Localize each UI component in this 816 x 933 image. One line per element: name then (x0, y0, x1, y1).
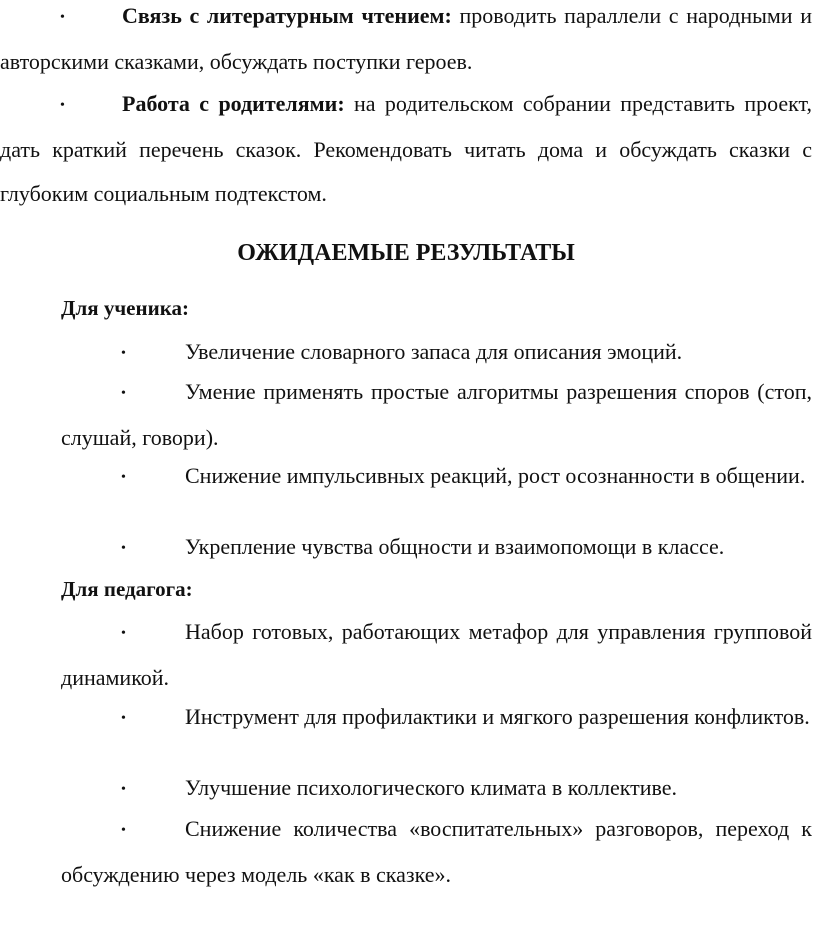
intro-text: на родительском собрании представить проект, дать краткий перечень сказок. Рекомендовать читать дома и обсуждать сказки с глубоким социальным подтекстом. (0, 91, 812, 206)
item-text: Улучшение психологического климата в коллективе. (185, 775, 678, 800)
intro-term: Связь с литературным чтением: (122, 3, 452, 28)
bullet-marker: • (121, 822, 126, 838)
teacher-item (61, 807, 812, 897)
bullet-marker: • (121, 469, 126, 485)
section-heading: ОЖИДАЕМЫЕ РЕЗУЛЬТАТЫ (237, 240, 575, 266)
item-text: Умение применять простые алгоритмы разрешения споров (стоп, слушай, говори). (61, 379, 812, 450)
bullet-marker: • (121, 710, 126, 726)
item-text: Укрепление чувства общности и взаимопомощи в классе. (185, 534, 725, 559)
teacher-item (61, 700, 812, 736)
intro-term: Работа с родителями: (122, 91, 345, 116)
intro-paragraph-literature (0, 0, 812, 84)
item-text: Набор готовых, работающих метафор для управления групповой динамикой. (61, 619, 812, 690)
intro-text: проводить параллели с народными и авторскими сказками, обсуждать поступки героев. (0, 3, 812, 74)
bullet-marker: • (121, 781, 126, 797)
bullet-marker: • (121, 385, 126, 401)
intro-paragraph-parents (0, 82, 812, 216)
teacher-subheading: Для педагога: (61, 577, 193, 601)
bullet-marker: • (121, 345, 126, 361)
item-text: Снижение импульсивных реакций, рост осознанности в общении. (185, 463, 806, 488)
student-item (61, 370, 812, 460)
item-text: Инструмент для профилактики и мягкого разрешения конфликтов. (185, 704, 810, 729)
student-item (61, 525, 812, 571)
bullet-marker: • (121, 625, 126, 641)
bullet-marker: • (60, 97, 65, 113)
item-text: Увеличение словарного запаса для описания эмоций. (185, 339, 683, 364)
teacher-item (61, 610, 812, 700)
item-text: Снижение количества «воспитательных» разговоров, переход к обсуждению через модель «как в сказке». (61, 816, 812, 887)
bullet-marker: • (121, 540, 126, 556)
student-subheading: Для ученика: (61, 296, 189, 320)
teacher-item (61, 766, 812, 812)
bullet-marker: • (60, 9, 65, 25)
student-item (61, 459, 812, 495)
